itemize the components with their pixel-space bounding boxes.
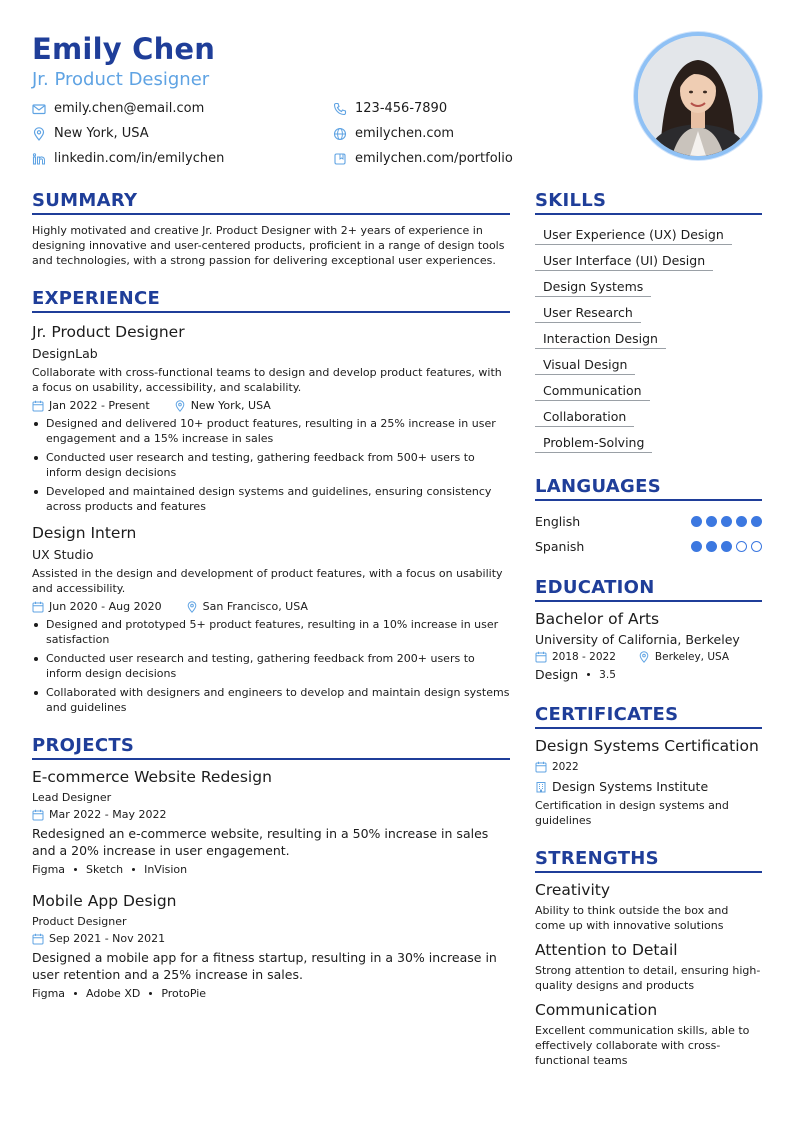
job-bullets (32, 416, 510, 514)
job-entry (32, 524, 510, 715)
summary-heading: SUMMARY (32, 190, 510, 215)
strength-title: Attention to Detail (535, 941, 678, 959)
avatar (638, 36, 758, 156)
tool-tag: InVision (144, 863, 188, 876)
certificate-name: Design Systems Certification (535, 737, 759, 755)
skill-tag: Communication (535, 383, 650, 401)
job-description: Assisted in the design and development of product features, with a focus on usability and accessibility. (32, 567, 503, 595)
list-item: Conducted user research and testing, gathering feedback from 500+ users to inform design decisions (32, 450, 510, 480)
language-name: Spanish (535, 539, 585, 554)
summary-section (32, 190, 510, 268)
proficiency-dot-filled (751, 516, 762, 527)
language-name: English (535, 514, 581, 529)
project-title: E-commerce Website Redesign (32, 768, 272, 786)
strength-title: Creativity (535, 881, 611, 899)
proficiency-dot-empty (751, 541, 762, 552)
calendar-icon (32, 809, 44, 821)
job-title: Design Intern (32, 524, 137, 542)
school-name: University of California, Berkeley (535, 632, 740, 647)
phone-text: 123-456-7890 (355, 101, 448, 116)
proficiency-dot-filled (706, 516, 717, 527)
list-item: Developed and maintained design systems and guidelines, ensuring consistency across products and features (32, 484, 510, 514)
proficiency-dot-empty (736, 541, 747, 552)
project-meta (32, 932, 510, 945)
project-dates: Mar 2022 - May 2022 (49, 808, 167, 821)
contact-location (32, 126, 149, 141)
skills-heading: SKILLS (535, 190, 762, 215)
job-location: San Francisco, USA (202, 600, 308, 613)
project-tools (32, 987, 510, 1000)
contact-website[interactable] (333, 126, 454, 141)
strength-description: Excellent communication skills, able to effectively collaborate with cross-functional teams (535, 1024, 750, 1067)
degree-title: Bachelor of Arts (535, 610, 660, 628)
project-meta (32, 808, 510, 821)
tool-tag: Figma (32, 863, 66, 876)
calendar-icon (535, 651, 547, 663)
job-entry (32, 323, 510, 514)
list-item: Designed and delivered 10+ product features, resulting in a 25% increase in user engagement and a 15% increase in sales (32, 416, 510, 446)
calendar-icon (32, 933, 44, 945)
certificate-year-row (535, 761, 762, 773)
certificates-heading: CERTIFICATES (535, 704, 762, 729)
education-gpa: 3.5 (599, 668, 616, 681)
certificates-section (535, 704, 762, 828)
education-field: Design (535, 667, 579, 682)
left-column (32, 190, 510, 1000)
education-location: Berkeley, USA (654, 651, 730, 663)
skills-section (535, 190, 762, 458)
project-description: Redesigned an e-commerce website, resulting in a 50% increase in sales and a 20% increase in user engagement. (32, 826, 489, 858)
education-dates: 2018 - 2022 (552, 651, 616, 663)
tool-tag: Adobe XD (86, 987, 141, 1000)
project-description: Designed a mobile app for a fitness startup, resulting in a 30% increase in user retention and a 25% increase in sales. (32, 950, 497, 982)
experience-heading: EXPERIENCE (32, 288, 510, 313)
proficiency-dot-filled (691, 541, 702, 552)
location-pin-icon (638, 651, 650, 663)
skill-tag: Interaction Design (535, 331, 666, 349)
location-pin-icon (32, 127, 46, 141)
company-name: UX Studio (32, 547, 94, 562)
email-text: emily.chen@email.com (54, 101, 205, 116)
resume-header (32, 30, 762, 170)
calendar-icon (535, 761, 547, 773)
calendar-icon (32, 400, 44, 412)
certificate-issuer: Design Systems Institute (552, 779, 709, 794)
tool-tag: Sketch (86, 863, 124, 876)
strength-entry (535, 1001, 762, 1068)
linkedin-icon (32, 152, 46, 166)
certificate-issuer-row (535, 779, 762, 794)
job-description: Collaborate with cross-functional teams to design and develop product features, with a focus on usability, accessibility, and scalability. (32, 366, 502, 394)
job-location: New York, USA (190, 399, 271, 412)
skill-tag: Visual Design (535, 357, 635, 375)
project-title: Mobile App Design (32, 892, 177, 910)
contact-phone[interactable] (333, 101, 447, 116)
project-dates: Sep 2021 - Nov 2021 (49, 932, 166, 945)
education-meta (535, 651, 762, 663)
globe-icon (333, 127, 347, 141)
proficiency-dot-filled (721, 516, 732, 527)
language-row (535, 534, 762, 559)
skill-tag: Design Systems (535, 279, 651, 297)
skill-tag: User Experience (UX) Design (535, 227, 732, 245)
phone-icon (333, 102, 347, 116)
strength-description: Strong attention to detail, ensuring high-quality designs and products (535, 964, 761, 992)
tool-tag: Figma (32, 987, 66, 1000)
project-tools (32, 863, 510, 876)
contact-email[interactable] (32, 101, 204, 116)
certificate-year: 2022 (552, 761, 579, 773)
strength-title: Communication (535, 1001, 658, 1019)
candidate-title: Jr. Product Designer (32, 69, 210, 90)
website-text: emilychen.com (355, 126, 455, 141)
right-column (535, 190, 762, 1068)
languages-heading: LANGUAGES (535, 476, 762, 501)
building-icon (535, 781, 547, 793)
list-item: Conducted user research and testing, gathering feedback from 200+ users to inform design decisions (32, 651, 510, 681)
skill-tag: User Research (535, 305, 641, 323)
strength-entry (535, 881, 762, 933)
location-text: New York, USA (54, 126, 149, 141)
portfolio-icon (333, 152, 347, 166)
skill-tag: Problem-Solving (535, 435, 652, 453)
list-item: Collaborated with designers and engineers to develop and maintain design systems and guidelines (32, 685, 510, 715)
portfolio-text: emilychen.com/portfolio (355, 151, 513, 166)
job-title: Jr. Product Designer (32, 323, 185, 341)
job-dates: Jun 2020 - Aug 2020 (49, 600, 162, 613)
job-meta (32, 600, 510, 613)
candidate-name: Emily Chen (32, 32, 216, 66)
project-entry (32, 768, 510, 876)
project-role: Product Designer (32, 915, 127, 928)
projects-section (32, 735, 510, 1000)
job-dates: Jan 2022 - Present (49, 399, 150, 412)
calendar-icon (32, 601, 44, 613)
location-pin-icon (174, 400, 186, 412)
education-section (535, 577, 762, 682)
linkedin-text: linkedin.com/in/emilychen (54, 151, 225, 166)
certificate-description: Certification in design systems and guidelines (535, 799, 729, 827)
education-heading: EDUCATION (535, 577, 762, 602)
skill-tag: User Interface (UI) Design (535, 253, 713, 271)
education-field-row (535, 667, 762, 682)
job-meta (32, 399, 510, 412)
list-item: Designed and prototyped 5+ product features, resulting in a 10% increase in user satisfaction (32, 617, 510, 647)
profile-photo (634, 32, 762, 160)
language-row (535, 509, 762, 534)
strengths-heading: STRENGTHS (535, 848, 762, 873)
job-bullets (32, 617, 510, 715)
languages-section (535, 476, 762, 559)
proficiency-dot-filled (736, 516, 747, 527)
project-entry (32, 892, 510, 1000)
mail-icon (32, 102, 46, 116)
summary-text: Highly motivated and creative Jr. Product Designer with 2+ years of experience in designing innovative and user-centered products, proficient in a range of design tools and technologies, with a strong passion for delivering exceptional user experiences. (32, 224, 505, 267)
proficiency-dots (687, 516, 762, 527)
strengths-section (535, 848, 762, 1068)
proficiency-dot-filled (691, 516, 702, 527)
strength-description: Ability to think outside the box and come up with innovative solutions (535, 904, 729, 932)
location-pin-icon (186, 601, 198, 613)
contact-linkedin[interactable] (32, 151, 224, 166)
projects-heading: PROJECTS (32, 735, 510, 760)
company-name: DesignLab (32, 346, 98, 361)
proficiency-dot-filled (721, 541, 732, 552)
proficiency-dot-filled (706, 541, 717, 552)
strength-entry (535, 941, 762, 993)
experience-section (32, 288, 510, 715)
proficiency-dots (687, 541, 762, 552)
contact-portfolio[interactable] (333, 151, 513, 166)
skill-tag: Collaboration (535, 409, 634, 427)
tool-tag: ProtoPie (161, 987, 207, 1000)
project-role: Lead Designer (32, 791, 112, 804)
